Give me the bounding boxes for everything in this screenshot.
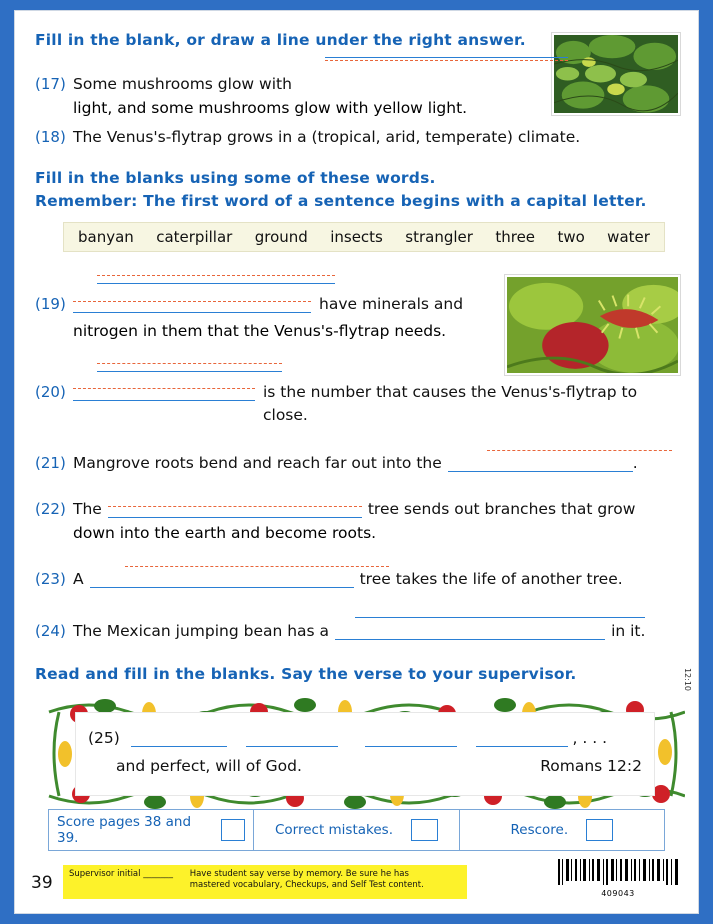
verse-frame [45,694,685,814]
solid-rule [448,471,633,472]
q17-answer-rules [35,57,680,79]
q24-text-before: The Mexican jumping bean has a [73,622,330,641]
q19-line2: nitrogen in them that the Venus's-flytrap needs. [73,322,447,341]
barcode-bars [556,859,680,885]
q18-text: The Venus's-flytrap grows in a (tropical, arid, temperate) climate. [73,127,581,146]
q20-blank[interactable] [73,380,255,397]
supervisor-note-text [190,869,424,892]
score-checkbox[interactable] [221,819,246,841]
instruction-fill-words-line2: Remember: The first word of a sentence begins with a capital letter. [35,191,647,210]
note-line-2: mastered vocabulary, Checkups, and Self Test content. [189,880,424,891]
solid-rule [90,587,354,588]
instruction-fill-words-line1: Fill in the blanks using some of these words. [35,169,436,188]
supervisor-note [63,865,467,899]
instruction-read-and-fill: Read and fill in the blanks. Say the verse to your supervisor. [35,665,577,684]
q22-number: (22) [35,500,66,519]
solid-rule [97,371,282,372]
word-bank [63,222,665,252]
barcode [556,859,680,897]
verse-line1 [88,727,642,747]
score-cell-score[interactable] [49,810,254,850]
solid-rule [325,57,568,58]
rescore-label: Rescore. [510,822,569,838]
q18-number: (18) [35,127,66,146]
word-bank-item: two [557,228,585,247]
solid-rule [73,400,255,401]
barcode-number: 409043 [601,889,635,898]
verse-box [75,712,655,796]
score-row [48,809,665,851]
solid-rule [335,639,605,640]
verse-blank-3[interactable] [365,727,457,743]
word-bank-item: three [495,228,536,247]
q22-text-after: tree sends out branches that grow [367,500,636,519]
supervisor-initial-label[interactable]: Supervisor initial _______ [69,869,173,879]
q24-text-after: in it. [611,622,646,641]
q22-blank[interactable] [108,497,362,514]
q20-text-after: is the number that causes the Venus's-flytrap to close. [262,382,638,424]
word-bank-item: strangler [405,228,473,247]
instruction-fill-blank-or-line: Fill in the blank, or draw a line under the right answer. [35,31,526,49]
verse-line2 [116,757,642,775]
q23-number: (23) [35,569,66,588]
solid-rule [108,517,362,518]
word-bank-item: water [607,228,650,247]
dashed-guide [108,506,362,507]
q21-text-after: . [632,454,638,473]
question-20 [35,380,680,428]
q17-text: Some mushrooms glow with [73,75,292,94]
question-18 [35,126,680,149]
q21-number: (21) [35,454,66,473]
dashed-guide [325,60,568,61]
page-number: 39 [31,873,53,893]
solid-rule [355,617,645,618]
word-bank-item: banyan [78,228,134,247]
solid-rule [97,283,335,284]
rescore-checkbox[interactable] [586,819,613,841]
question-21 [35,451,680,475]
q23-text-before: A [73,569,84,588]
verse-reference: Romans 12:2 [540,756,642,775]
dashed-guide [73,388,255,389]
worksheet-page [14,10,699,914]
q20-number: (20) [35,382,66,401]
question-24 [35,619,680,643]
verse-blank-1[interactable] [131,727,227,743]
q19-answer-line-top [97,266,335,284]
solid-rule [131,746,227,747]
q22-text-before: The [73,500,102,519]
q19-number: (19) [35,295,66,314]
q19-blank[interactable] [73,292,311,309]
solid-rule [476,746,568,747]
flytrap-closeup-illustration [507,277,678,375]
solid-rule [73,312,311,313]
dashed-guide [73,301,311,302]
dashed-guide [97,363,282,364]
word-bank-item: ground [254,228,308,247]
q24-number: (24) [35,622,66,641]
verse-blank-4[interactable] [476,727,568,743]
q23-text-after: tree takes the life of another tree. [359,569,623,588]
verse-tail: , . . . [572,728,608,747]
score-label: Score pages 38 and 39. [57,814,192,846]
q17-line2: light, and some mushrooms glow with yellow light. [73,98,468,117]
side-code: 12:10 [683,667,692,691]
verse-blank-2[interactable] [246,727,338,743]
correct-label: Correct mistakes. [274,822,394,838]
q21-blank[interactable] [448,451,633,468]
q23-blank[interactable] [90,567,354,584]
q21-text-before: Mangrove roots bend and reach far out into the [73,454,442,473]
venus-flytrap-photo-closeup [505,275,680,375]
verse-number: (25) [88,728,120,747]
dashed-guide [97,275,335,276]
correct-checkbox[interactable] [411,819,438,841]
q22-line2: down into the earth and become roots. [73,523,377,542]
note-line-1: Have student say verse by memory. Be sure he has [189,869,409,879]
q20-answer-line-top [97,354,282,372]
solid-rule [246,746,338,747]
verse-text-line2: and perfect, will of God. [116,756,302,775]
word-bank-item: insects [330,228,383,247]
q24-blank[interactable] [335,619,605,636]
page-content [15,11,700,915]
question-22 [35,497,680,521]
score-cell-rescore[interactable] [460,810,664,850]
score-cell-correct[interactable] [254,810,459,850]
q19-text-after: have minerals and [319,295,464,314]
solid-rule [365,746,457,747]
q17-number: (17) [35,75,66,94]
word-bank-item: caterpillar [156,228,233,247]
